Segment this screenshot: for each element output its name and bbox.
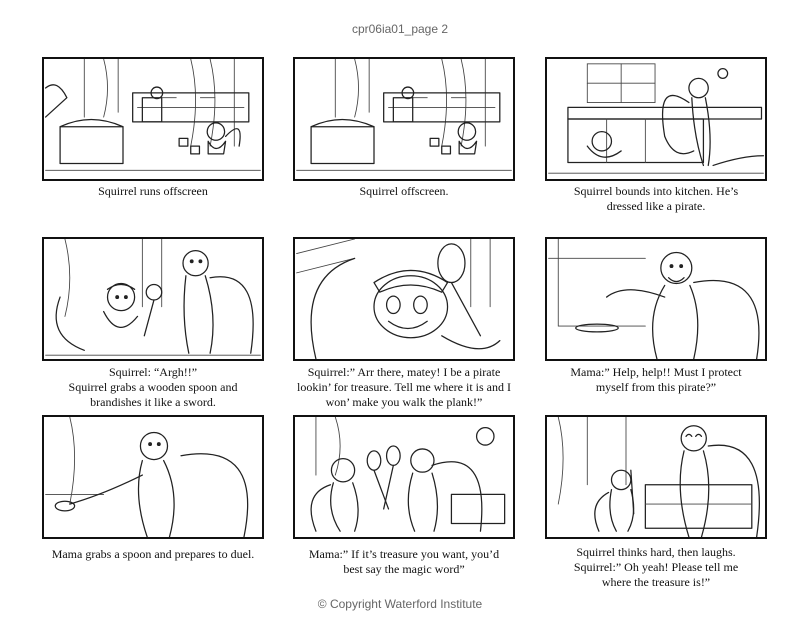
- panel-7-caption: [33, 547, 273, 562]
- panel-4-sketch: [44, 239, 262, 359]
- panel-6-caption: [536, 365, 776, 395]
- storyboard-panel-1: [42, 57, 264, 181]
- panel-2-sketch: [295, 59, 513, 179]
- storyboard-panel-2: [293, 57, 515, 181]
- caption-line: Squirrel grabs a wooden spoon and: [68, 380, 238, 394]
- caption-line: where the treasure is!”: [601, 575, 711, 589]
- storyboard-panel-7: [42, 415, 264, 539]
- panel-3-sketch: [547, 59, 765, 179]
- caption-line: Squirrel runs offscreen: [98, 184, 208, 198]
- caption-line: Squirrel bounds into kitchen. He’s: [573, 184, 739, 198]
- panel-8-caption: [284, 547, 524, 577]
- panel-1-sketch: [44, 59, 262, 179]
- panel-9-sketch: [547, 417, 765, 537]
- storyboard-panel-5: [293, 237, 515, 361]
- panel-6-sketch: [547, 239, 765, 359]
- caption-line: Squirrel offscreen.: [359, 184, 449, 198]
- storyboard-panel-8: [293, 415, 515, 539]
- storyboard-panel-3: [545, 57, 767, 181]
- caption-line: dressed like a pirate.: [606, 199, 706, 213]
- caption-line: Mama:” If it’s treasure you want, you’d: [308, 547, 500, 561]
- storyboard-panel-9: [545, 415, 767, 539]
- panel-9-caption: [536, 545, 776, 590]
- panel-5-sketch: [295, 239, 513, 359]
- caption-line: Squirrel:” Oh yeah! Please tell me: [573, 560, 739, 574]
- caption-line: won’ make you walk the plank!”: [325, 395, 483, 409]
- panel-4-caption: [33, 365, 273, 410]
- panel-5-caption: [284, 365, 524, 410]
- caption-line: Squirrel thinks hard, then laughs.: [576, 545, 736, 559]
- page-title: cpr06ia01_page 2: [351, 22, 449, 36]
- storyboard-panel-4: [42, 237, 264, 361]
- panel-7-sketch: [44, 417, 262, 537]
- caption-line: brandishes it like a sword.: [90, 395, 216, 409]
- panel-2-caption: [284, 184, 524, 199]
- caption-line: myself from this pirate?”: [595, 380, 717, 394]
- storyboard-panel-6: [545, 237, 767, 361]
- panel-3-caption: [536, 184, 776, 214]
- panel-8-sketch: [295, 417, 513, 537]
- caption-line: lookin’ for treasure. Tell me where it is and I: [297, 380, 511, 394]
- panel-1-caption: [33, 184, 273, 199]
- copyright-footer: © Copyright Waterford Institute: [317, 597, 483, 611]
- caption-line: Squirrel:” Arr there, matey! I be a pirate: [307, 365, 501, 379]
- caption-line: Squirrel: “Argh!!”: [108, 365, 198, 379]
- caption-line: Mama:” Help, help!! Must I protect: [570, 365, 742, 379]
- caption-line: best say the magic word”: [343, 562, 465, 576]
- caption-line: Mama grabs a spoon and prepares to duel.: [51, 547, 255, 561]
